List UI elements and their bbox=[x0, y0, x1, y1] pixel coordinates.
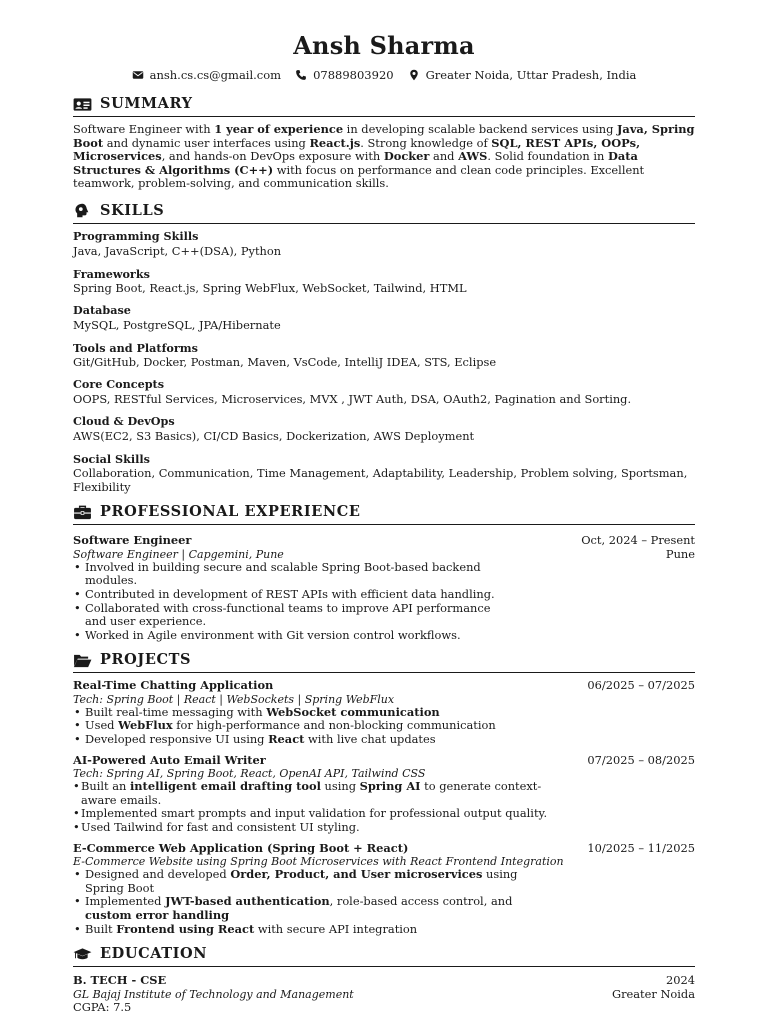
emphasis-text: 1 year of experience bbox=[214, 122, 344, 136]
envelope-icon bbox=[132, 69, 144, 81]
skill-label: Programming Skills bbox=[73, 228, 199, 243]
contact-email[interactable] bbox=[132, 67, 281, 83]
text-run: . Strong knowledge of bbox=[360, 135, 492, 150]
text-run: Designed and developed bbox=[85, 867, 231, 882]
emphasis-text: Docker bbox=[383, 149, 430, 164]
skill-value: Java, JavaScript, C++(DSA), Python bbox=[73, 243, 282, 258]
text-run: using bbox=[320, 779, 360, 794]
emphasis-text: SQL, REST APIs, OOPs, Microservices bbox=[73, 135, 641, 164]
emphasis-text: Frontend using React bbox=[116, 921, 255, 936]
experience-bullets bbox=[73, 561, 513, 643]
skills-section bbox=[73, 201, 695, 494]
project-top-row bbox=[73, 842, 695, 856]
project-bullets bbox=[73, 868, 553, 936]
job-dates: Oct, 2024 – Present bbox=[581, 533, 695, 548]
email-text: ansh.cs.cs@gmail.com bbox=[149, 68, 282, 82]
emphasis-text: intelligent email drafting tool bbox=[129, 779, 321, 794]
project-tech: Tech: Spring AI, Spring Boot, React, OpenAI API, Tailwind CSS bbox=[73, 767, 426, 781]
contact-phone[interactable] bbox=[295, 67, 393, 83]
graduation-year: 2024 bbox=[666, 973, 695, 988]
project-name: E-Commerce Web Application (Spring Boot + React) bbox=[73, 840, 409, 855]
skill-label: Frameworks bbox=[73, 266, 150, 281]
contact-location bbox=[408, 67, 637, 83]
text-run: . Solid foundation in bbox=[487, 149, 608, 164]
list-item bbox=[73, 923, 553, 937]
skill-group bbox=[73, 230, 695, 258]
text-run: for high-performance and non-blocking communication bbox=[172, 718, 496, 733]
list-item bbox=[73, 807, 563, 821]
skill-value: Collaboration, Communication, Time Management, Adaptability, Leadership, Problem solving, Sportsman, Flexibility bbox=[73, 466, 688, 495]
summary-heading bbox=[73, 94, 695, 117]
emphasis-text: Java, Spring Boot bbox=[73, 122, 695, 150]
college-name: GL Bajaj Institute of Technology and Management bbox=[73, 987, 354, 1001]
skill-value: MySQL, PostgreSQL, JPA/Hibernate bbox=[73, 317, 281, 332]
emphasis-text: WebFlux bbox=[118, 718, 173, 733]
text-run: , role-based access control, and bbox=[329, 894, 513, 909]
text-run: using Spring Boot bbox=[85, 867, 518, 895]
list-item: • Contributed in development of REST APIs with efficient data handling. bbox=[73, 588, 513, 602]
text-run: , and hands-on DevOps exposure with bbox=[161, 149, 384, 164]
summary-title: SUMMARY bbox=[100, 95, 193, 112]
projects-heading bbox=[73, 650, 695, 673]
project-entry bbox=[73, 679, 695, 746]
skill-value: Git/GitHub, Docker, Postman, Maven, VsCode, IntelliJ IDEA, STS, Eclipse bbox=[73, 355, 497, 370]
list-item bbox=[73, 780, 563, 807]
list-item bbox=[73, 821, 563, 835]
job-role: Software Engineer bbox=[73, 533, 192, 548]
degree: B. TECH - CSE bbox=[73, 973, 167, 988]
skills-title: SKILLS bbox=[100, 201, 165, 219]
project-bullets bbox=[73, 780, 563, 834]
text-run: and dynamic user interfaces using bbox=[103, 135, 310, 150]
education-heading bbox=[73, 944, 695, 967]
project-entry bbox=[73, 842, 695, 937]
text-run: Implemented smart prompts and input validation for professional output quality. bbox=[81, 806, 548, 821]
list-item bbox=[73, 719, 563, 733]
text-run: Built bbox=[85, 921, 117, 936]
skill-label: Cloud & DevOps bbox=[73, 413, 175, 428]
experience-sub-row bbox=[73, 548, 695, 561]
experience-section bbox=[73, 502, 695, 642]
skill-group bbox=[73, 453, 695, 495]
experience-heading bbox=[73, 502, 695, 525]
skills-heading bbox=[73, 201, 695, 224]
project-top-row bbox=[73, 679, 695, 693]
emphasis-text: Data Structures & Algorithms (C++) bbox=[73, 149, 638, 177]
phone-icon bbox=[295, 69, 307, 81]
emphasis-text: AWS bbox=[458, 149, 488, 164]
skill-group bbox=[73, 304, 695, 332]
location-text: Greater Noida, Uttar Pradesh, India bbox=[425, 68, 637, 82]
skill-group bbox=[73, 342, 695, 370]
project-tech: E-Commerce Website using Spring Boot Microservices with React Frontend Integration bbox=[73, 855, 564, 869]
job-company: Software Engineer | Capgemini, Pune bbox=[73, 547, 284, 561]
list-item bbox=[73, 733, 563, 747]
job-city: Pune bbox=[665, 546, 695, 561]
experience-top-row bbox=[73, 534, 695, 548]
college-city: Greater Noida bbox=[611, 986, 695, 1001]
list-item: • Worked in Agile environment with Git version control workflows. bbox=[73, 629, 513, 643]
list-item bbox=[73, 706, 563, 720]
text-run: and bbox=[429, 149, 459, 164]
skills-list bbox=[73, 230, 695, 494]
project-bullets bbox=[73, 706, 563, 747]
experience-title: PROFESSIONAL EXPERIENCE bbox=[100, 503, 361, 521]
text-run: with focus on performance and clean code principles. Excellent teamwork, problem-solving, and communication skills. bbox=[73, 162, 645, 191]
emphasis-text: JWT-based authentication bbox=[165, 894, 330, 909]
summary-section bbox=[73, 94, 695, 191]
list-item bbox=[73, 895, 553, 922]
skill-label: Tools and Platforms bbox=[73, 340, 198, 355]
folder-open-icon bbox=[73, 653, 92, 668]
id-card-icon bbox=[73, 97, 92, 112]
projects-section bbox=[73, 650, 695, 936]
text-run: to generate context-aware emails. bbox=[81, 779, 542, 807]
graduation-cap-icon bbox=[73, 947, 92, 962]
skill-value: Spring Boot, React.js, Spring WebFlux, WebSocket, Tailwind, HTML bbox=[73, 281, 467, 296]
project-entry bbox=[73, 754, 695, 835]
list-item: • Involved in building secure and scalable Spring Boot-based backend modules. bbox=[73, 561, 513, 588]
project-dates: 07/2025 – 08/2025 bbox=[587, 752, 695, 767]
experience-entry bbox=[73, 534, 695, 642]
text-run: with live chat updates bbox=[304, 732, 436, 747]
emphasis-text: Spring AI bbox=[359, 779, 421, 794]
cgpa: CGPA: 7.5 bbox=[73, 999, 132, 1014]
education-entry bbox=[73, 974, 695, 1014]
project-dates: 06/2025 – 07/2025 bbox=[587, 678, 695, 693]
education-top-row bbox=[73, 974, 695, 988]
brain-icon bbox=[73, 203, 92, 218]
education-sub-row bbox=[73, 988, 695, 1001]
text-run: Used bbox=[85, 718, 119, 733]
skill-value: OOPS, RESTful Services, Microservices, MVX , JWT Auth, DSA, OAuth2, Pagination and Sorting. bbox=[73, 391, 632, 406]
text-run: Developed responsive UI using bbox=[85, 732, 269, 747]
project-tech: Tech: Spring Boot | React | WebSockets | Spring WebFlux bbox=[73, 692, 395, 706]
skill-group bbox=[73, 378, 695, 406]
emphasis-text: WebSocket communication bbox=[266, 704, 440, 719]
text-run: Used Tailwind for fast and consistent UI styling. bbox=[81, 820, 360, 835]
project-name: Real-Time Chatting Application bbox=[73, 678, 274, 693]
projects-title: PROJECTS bbox=[100, 651, 192, 669]
skill-value: AWS(EC2, S3 Basics), CI/CD Basics, Dockerization, AWS Deployment bbox=[73, 428, 475, 443]
summary-text bbox=[73, 123, 695, 191]
text-run: Built an bbox=[81, 779, 130, 794]
project-dates: 10/2025 – 11/2025 bbox=[587, 840, 695, 855]
emphasis-text: React.js bbox=[309, 135, 361, 150]
text-run: Software Engineer with bbox=[73, 122, 215, 136]
emphasis-text: React bbox=[268, 732, 305, 747]
emphasis-text: custom error handling bbox=[85, 908, 230, 922]
candidate-name: Ansh Sharma bbox=[293, 31, 475, 60]
map-pin-icon bbox=[408, 69, 420, 81]
contact-bar bbox=[73, 67, 695, 83]
skill-label: Social Skills bbox=[73, 451, 150, 466]
skill-group bbox=[73, 268, 695, 296]
text-run: Built real-time messaging with bbox=[85, 704, 267, 719]
phone-text: 07889803920 bbox=[313, 68, 394, 82]
skill-group bbox=[73, 415, 695, 443]
briefcase-icon bbox=[73, 505, 92, 520]
skill-label: Core Concepts bbox=[73, 377, 164, 392]
project-name: AI-Powered Auto Email Writer bbox=[73, 752, 266, 767]
resume-page bbox=[73, 30, 695, 1014]
education-title: EDUCATION bbox=[100, 945, 208, 963]
skill-label: Database bbox=[73, 303, 131, 318]
text-run: with secure API integration bbox=[254, 921, 418, 936]
list-item: • Collaborated with cross-functional teams to improve API performance and user experience. bbox=[73, 602, 513, 629]
emphasis-text: Order, Product, and User microservices bbox=[230, 867, 483, 882]
project-top-row bbox=[73, 754, 695, 768]
text-run: Implemented bbox=[85, 894, 166, 909]
text-run: in developing scalable backend services using bbox=[343, 122, 618, 136]
list-item bbox=[73, 868, 553, 895]
education-section bbox=[73, 944, 695, 1014]
